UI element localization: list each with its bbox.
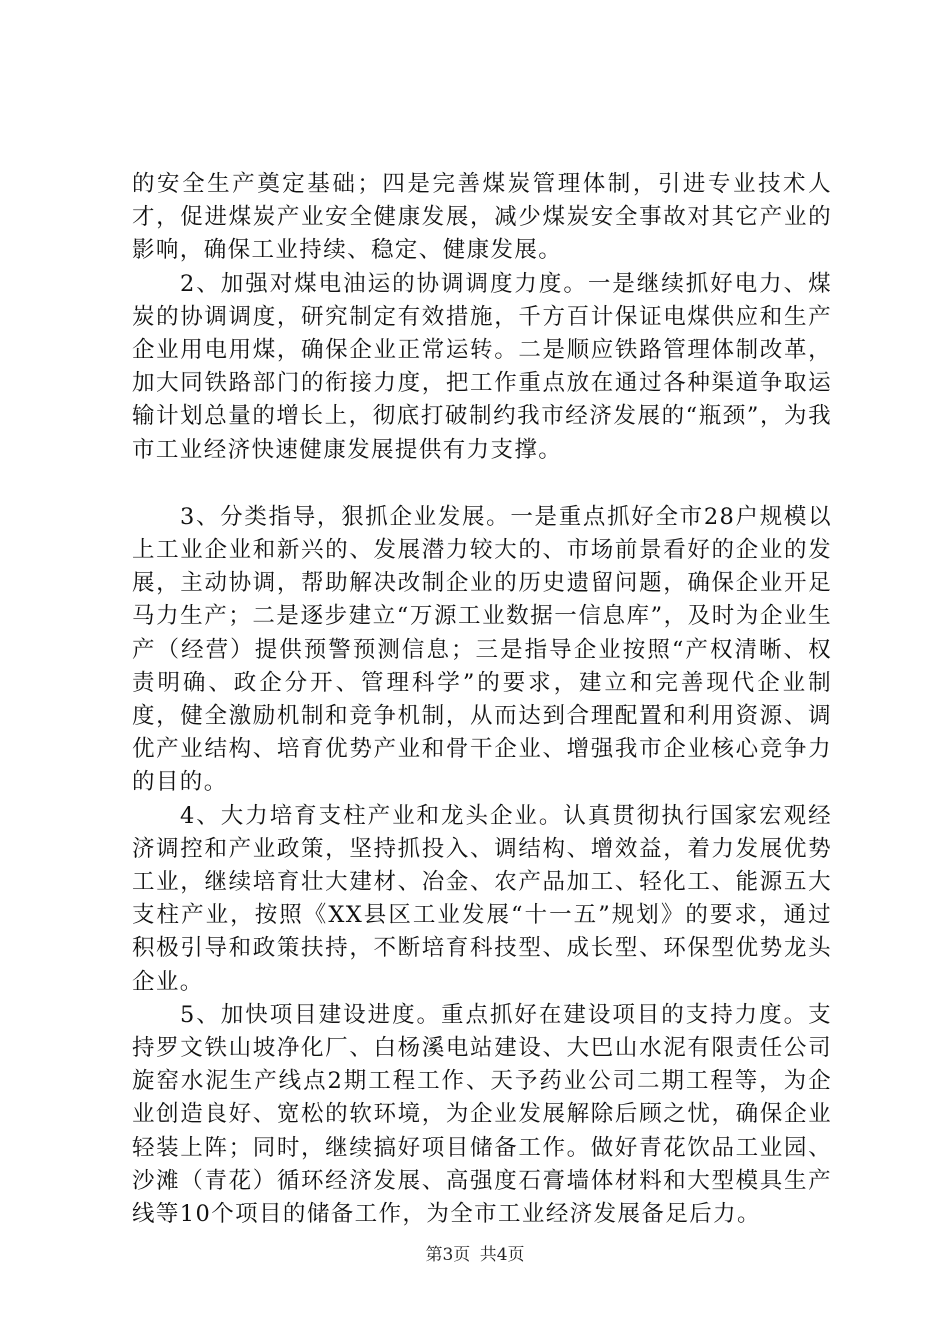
paragraph-item-3: 3、分类指导，狠抓企业发展。一是重点抓好全市28户规模以上工业企业和新兴的、发展潜力较大的、市场前景看好的企业的发展，主动协调，帮助解决改制企业的历史遗留问题，确保企业开足马力生产；二是逐步建立“万源工业数据一信息库”，及时为企业生产（经营）提供预警预测信息；三是指导企业按照“产权清晰、权责明确、政企分开、管理科学”的要求，建立和完善现代企业制度，健全激励机制和竞争机制，从而达到合理配置和利用资源、调优产业结构、培育优势产业和骨干企业、增强我市企业核心竞争力的目的。 [132, 503, 832, 796]
page-footer [0, 1240, 950, 1265]
paragraph-item-4: 4、大力培育支柱产业和龙头企业。认真贯彻执行国家宏观经济调控和产业政策，坚持抓投入、调结构、增效益，着力发展优势工业，继续培育壮大建材、冶金、农产品加工、轻化工、能源五大支柱产业，按照《XX县区工业发展“十一五”规划》的要求，通过积极引导和政策扶持，不断培育科技型、成长型、环保型优势龙头企业。 [132, 802, 832, 995]
page-number: 第3页 [425, 1245, 471, 1265]
page-total: 共4页 [479, 1245, 525, 1265]
paragraph-item-5: 5、加快项目建设进度。重点抓好在建设项目的支持力度。支持罗文铁山坡净化厂、白杨溪电站建设、大巴山水泥有限责任公司旋窑水泥生产线点2期工程工作、天予药业公司二期工程等，为企业创造良好、宽松的软环境，为企业发展解除后顾之忧，确保企业轻装上阵；同时，继续搞好项目储备工作。做好青花饮品工业园、沙滩（青花）循环经济发展、高强度石膏墙体材料和大型模具生产线等10个项目的储备工作，为全市工业经济发展备足后力。 [132, 1001, 832, 1228]
paragraph-continuation: 的安全生产奠定基础；四是完善煤炭管理体制，引进专业技术人才，促进煤炭产业安全健康发展，减少煤炭安全事故对其它产业的影响，确保工业持续、稳定、健康发展。 [132, 171, 832, 264]
paragraph-item-2: 2、加强对煤电油运的协调调度力度。一是继续抓好电力、煤炭的协调调度，研究制定有效措施，千方百计保证电煤供应和生产企业用电用煤，确保企业正常运转。二是顺应铁路管理体制改革，加大同铁路部门的衔接力度，把工作重点放在通过各种渠道争取运输计划总量的增长上，彻底打破制约我市经济发展的“瓶颈”，为我市工业经济快速健康发展提供有力支撑。 [132, 270, 832, 463]
body-text [132, 168, 832, 1231]
